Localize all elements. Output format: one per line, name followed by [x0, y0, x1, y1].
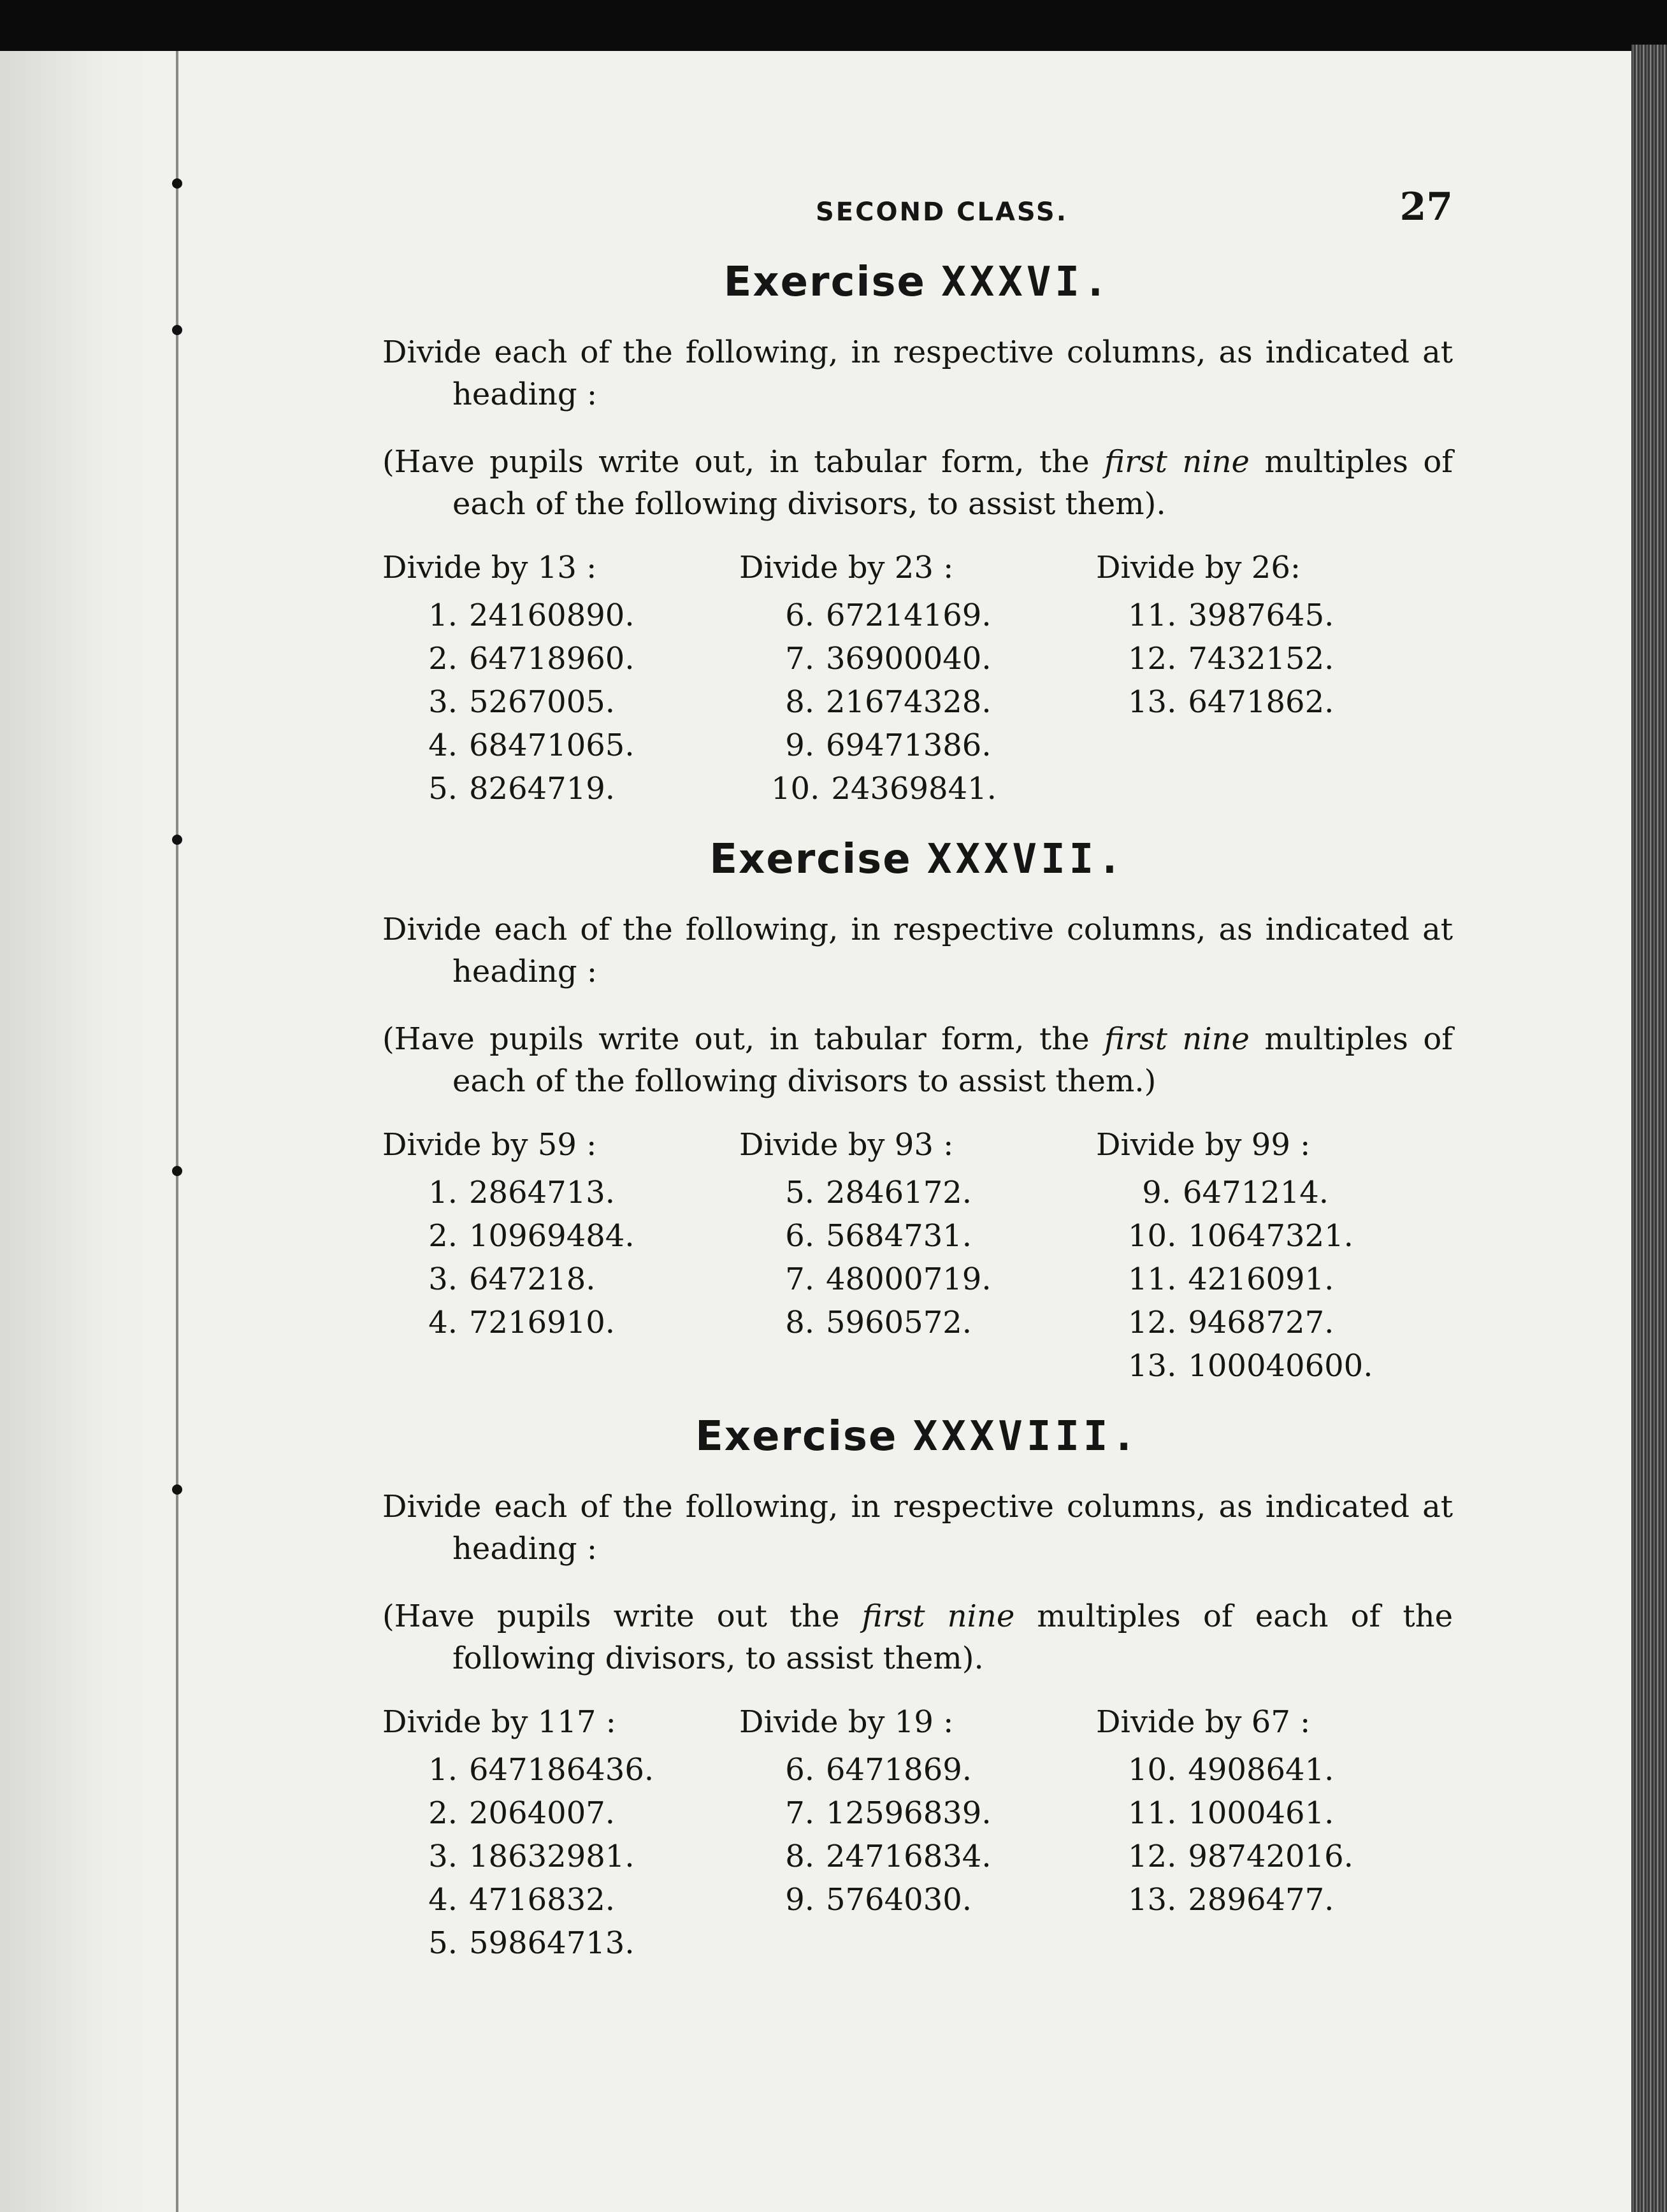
list-item: [739, 1792, 1096, 1835]
column-heading: Divide by 13 :: [382, 550, 597, 585]
running-head: [382, 185, 1453, 242]
list-item: [739, 1214, 1096, 1258]
item-number: 3.: [428, 1261, 458, 1297]
exercise-instruction: Divide each of the following, in respective columns, as indicated at heading :: [382, 1489, 1453, 1567]
division-column: [1096, 1124, 1453, 1388]
list-item: [1096, 1214, 1453, 1258]
item-value: 69471386.: [826, 728, 992, 763]
item-value: 12596839.: [826, 1795, 992, 1831]
item-number: 12.: [1128, 1839, 1177, 1874]
item-value: 5267005.: [469, 684, 616, 720]
list-item: [739, 767, 1096, 810]
item-value: 2846172.: [826, 1175, 972, 1210]
item-number: 4.: [428, 1882, 458, 1918]
list-item: [382, 637, 739, 680]
item-number: 8.: [785, 684, 814, 720]
division-column: [382, 1124, 739, 1388]
list-item: [739, 680, 1096, 724]
binding-mark: [172, 1166, 182, 1176]
list-item: [739, 1878, 1096, 1921]
column-heading: Divide by 99 :: [1096, 1127, 1311, 1163]
item-value: 647218.: [469, 1261, 596, 1297]
list-item: [739, 1301, 1096, 1344]
item-value: 98742016.: [1188, 1839, 1353, 1874]
exercise-title-roman: XXXVII.: [927, 836, 1126, 883]
item-value: 21674328.: [826, 684, 992, 720]
list-item: [1096, 1792, 1453, 1835]
item-value: 6471862.: [1188, 684, 1334, 720]
item-number: 8.: [785, 1839, 814, 1874]
item-number: 7.: [785, 1261, 814, 1297]
list-item: [739, 724, 1096, 767]
item-value: 8264719.: [469, 771, 616, 807]
item-number: 10.: [771, 771, 820, 807]
item-number: 11.: [1128, 1261, 1177, 1297]
binding-mark: [172, 325, 182, 335]
list-item: [1096, 1344, 1453, 1388]
item-number: 6.: [785, 1752, 814, 1788]
exercise-section: [382, 1413, 1453, 1965]
gutter-line: [176, 51, 178, 2212]
list-item: [1096, 1835, 1453, 1878]
list-item: [1096, 1301, 1453, 1344]
item-number: 2.: [428, 1218, 458, 1254]
list-item: [739, 1258, 1096, 1301]
item-number: 2.: [428, 1795, 458, 1831]
item-number: 13.: [1128, 1882, 1177, 1918]
item-number: 9.: [1142, 1175, 1171, 1210]
division-column: [739, 1124, 1096, 1388]
note-emphasis: first nine: [862, 1598, 1015, 1634]
item-number: 5.: [785, 1175, 814, 1210]
page-number: 27: [1399, 185, 1453, 229]
item-value: 3987645.: [1188, 598, 1334, 633]
note-text: (Have pupils write out, in tabular form, the: [382, 444, 1105, 480]
list-item: [1096, 1878, 1453, 1921]
item-number: 4.: [428, 728, 458, 763]
exercise-instruction: Divide each of the following, in respective columns, as indicated at heading :: [382, 334, 1453, 412]
note-text: multiples of each of the following divisors, to assist them).: [452, 444, 1453, 522]
item-number: 3.: [428, 1839, 458, 1874]
item-number: 5.: [428, 771, 458, 807]
item-value: 1000461.: [1188, 1795, 1334, 1831]
page-edge-stack: [1631, 45, 1667, 2212]
list-item: [739, 594, 1096, 637]
division-column: [1096, 1701, 1453, 1965]
item-value: 647186436.: [469, 1752, 654, 1788]
item-number: 4.: [428, 1305, 458, 1340]
item-number: 6.: [785, 598, 814, 633]
list-item: [382, 1835, 739, 1878]
list-item: [1096, 680, 1453, 724]
item-value: 67214169.: [826, 598, 992, 633]
list-item: [739, 1748, 1096, 1792]
note-text: (Have pupils write out, in tabular form, the: [382, 1021, 1105, 1057]
item-value: 5960572.: [826, 1305, 972, 1340]
binding-mark: [172, 1484, 182, 1495]
item-value: 4716832.: [469, 1882, 616, 1918]
note-text: multiples of each of the following divisors to assist them.): [452, 1021, 1453, 1099]
column-heading: Divide by 23 :: [739, 550, 954, 585]
exercise-section: [382, 836, 1453, 1388]
item-value: 24369841.: [831, 771, 997, 807]
list-item: [382, 1301, 739, 1344]
exercise-section: [382, 259, 1453, 810]
item-value: 24160890.: [469, 598, 635, 633]
list-item: [739, 1171, 1096, 1214]
exercise-title-word: Exercise: [723, 259, 926, 306]
item-value: 24716834.: [826, 1839, 992, 1874]
column-heading: Divide by 19 :: [739, 1704, 954, 1740]
item-value: 100040600.: [1188, 1348, 1373, 1384]
exercise-note: [382, 1018, 1453, 1102]
item-number: 9.: [785, 1882, 814, 1918]
item-number: 6.: [785, 1218, 814, 1254]
column-heading: Divide by 59 :: [382, 1127, 597, 1163]
exercise-title: [382, 836, 1453, 883]
list-item: [1096, 1171, 1453, 1214]
list-item: [382, 1214, 739, 1258]
exercise-title: [382, 1413, 1453, 1460]
exercise-list: [382, 259, 1453, 1965]
item-number: 13.: [1128, 1348, 1177, 1384]
item-value: 36900040.: [826, 641, 992, 677]
list-item: [1096, 1748, 1453, 1792]
list-item: [382, 724, 739, 767]
item-value: 5764030.: [826, 1882, 972, 1918]
item-number: 12.: [1128, 641, 1177, 677]
gutter-shadow: [0, 51, 176, 2212]
division-column: [739, 547, 1096, 810]
division-columns: [382, 547, 1453, 810]
item-number: 1.: [428, 1752, 458, 1788]
note-emphasis: first nine: [1104, 444, 1250, 480]
item-value: 64718960.: [469, 641, 635, 677]
list-item: [382, 1748, 739, 1792]
item-number: 12.: [1128, 1305, 1177, 1340]
list-item: [1096, 594, 1453, 637]
binding-mark: [172, 835, 182, 845]
item-value: 4908641.: [1188, 1752, 1334, 1788]
column-heading: Divide by 93 :: [739, 1127, 954, 1163]
item-value: 9468727.: [1188, 1305, 1334, 1340]
item-number: 10.: [1128, 1218, 1177, 1254]
item-value: 48000719.: [826, 1261, 992, 1297]
exercise-title-word: Exercise: [709, 836, 912, 883]
list-item: [382, 1792, 739, 1835]
item-number: 11.: [1128, 598, 1177, 633]
item-value: 18632981.: [469, 1839, 635, 1874]
list-item: [382, 1921, 739, 1965]
list-item: [382, 680, 739, 724]
item-value: 2864713.: [469, 1175, 616, 1210]
list-item: [382, 1878, 739, 1921]
item-number: 3.: [428, 684, 458, 720]
exercise-title-roman: XXXVI.: [941, 259, 1112, 306]
exercise-title: [382, 259, 1453, 306]
binding-mark: [172, 178, 182, 189]
list-item: [382, 1258, 739, 1301]
division-columns: [382, 1124, 1453, 1388]
division-column: [382, 547, 739, 810]
column-heading: Divide by 67 :: [1096, 1704, 1311, 1740]
item-number: 7.: [785, 1795, 814, 1831]
item-value: 59864713.: [469, 1925, 635, 1961]
item-value: 2896477.: [1188, 1882, 1334, 1918]
division-column: [739, 1701, 1096, 1965]
item-number: 13.: [1128, 684, 1177, 720]
list-item: [739, 1835, 1096, 1878]
list-item: [382, 594, 739, 637]
item-number: 1.: [428, 598, 458, 633]
item-number: 11.: [1128, 1795, 1177, 1831]
item-number: 7.: [785, 641, 814, 677]
item-number: 10.: [1128, 1752, 1177, 1788]
item-number: 5.: [428, 1925, 458, 1961]
item-value: 7216910.: [469, 1305, 616, 1340]
item-value: 68471065.: [469, 728, 635, 763]
item-value: 6471214.: [1183, 1175, 1329, 1210]
note-text: (Have pupils write out the: [382, 1598, 862, 1634]
item-value: 6471869.: [826, 1752, 972, 1788]
exercise-note: [382, 1595, 1453, 1679]
list-item: [1096, 1258, 1453, 1301]
list-item: [739, 637, 1096, 680]
item-number: 8.: [785, 1305, 814, 1340]
item-number: 2.: [428, 641, 458, 677]
exercise-title-word: Exercise: [695, 1413, 898, 1460]
division-column: [1096, 547, 1453, 810]
exercise-instruction: Divide each of the following, in respective columns, as indicated at heading :: [382, 912, 1453, 989]
column-heading: Divide by 117 :: [382, 1704, 616, 1740]
item-value: 7432152.: [1188, 641, 1334, 677]
division-columns: [382, 1701, 1453, 1965]
item-value: 10647321.: [1188, 1218, 1353, 1254]
item-value: 4216091.: [1188, 1261, 1334, 1297]
item-value: 10969484.: [469, 1218, 635, 1254]
column-heading: Divide by 26:: [1096, 550, 1301, 585]
item-value: 5684731.: [826, 1218, 972, 1254]
running-title: SECOND CLASS.: [816, 198, 1068, 227]
item-value: 2064007.: [469, 1795, 616, 1831]
list-item: [1096, 637, 1453, 680]
division-column: [382, 1701, 739, 1965]
item-number: 1.: [428, 1175, 458, 1210]
exercise-title-roman: XXXVIII.: [913, 1413, 1140, 1460]
note-text: multiples of each of the following divisors, to assist them).: [452, 1598, 1453, 1676]
note-emphasis: first nine: [1104, 1021, 1250, 1057]
list-item: [382, 1171, 739, 1214]
exercise-note: [382, 441, 1453, 525]
page-content: [382, 185, 1453, 1990]
list-item: [382, 767, 739, 810]
item-number: 9.: [785, 728, 814, 763]
